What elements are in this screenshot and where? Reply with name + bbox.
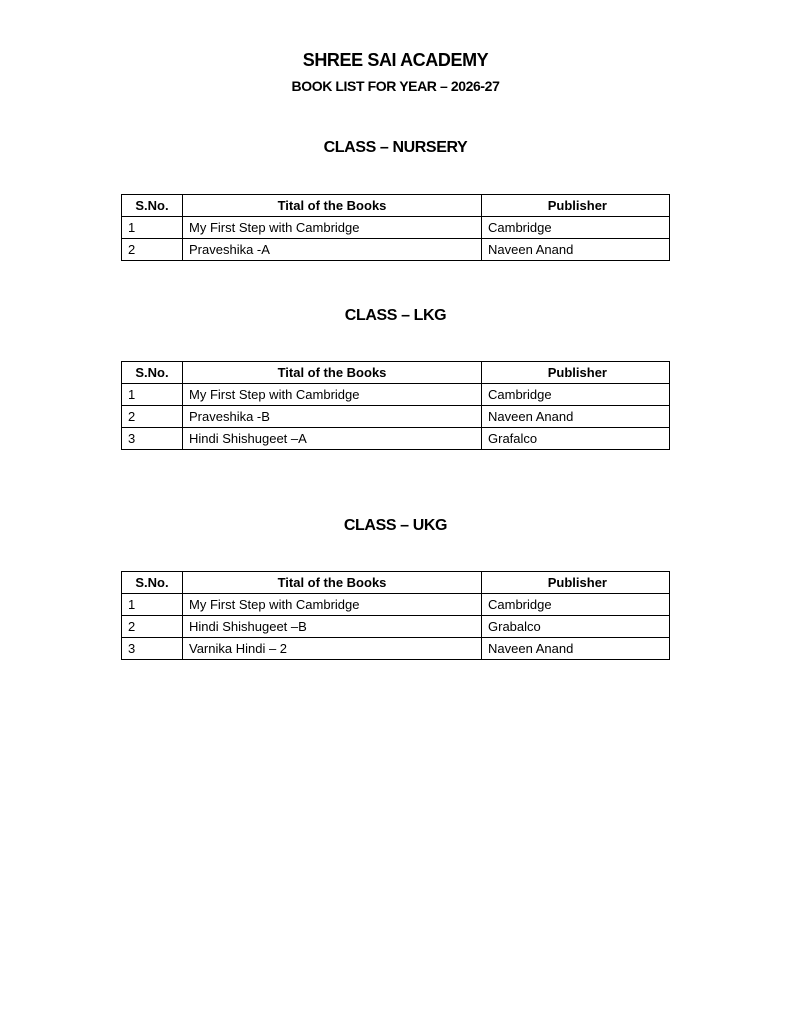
book-title-cell: Praveshika -A: [183, 239, 482, 261]
book-title-cell: My First Step with Cambridge: [183, 217, 482, 239]
table-row: [122, 616, 670, 638]
publisher-cell: Cambridge: [482, 384, 670, 406]
publisher-header: Publisher: [482, 195, 670, 217]
book-title-header: Tital of the Books: [183, 362, 482, 384]
publisher-cell: Grabalco: [482, 616, 670, 638]
sno-cell: 2: [122, 239, 183, 261]
book-title-cell: Hindi Shishugeet –A: [183, 428, 482, 450]
sno-cell: 1: [122, 217, 183, 239]
table-row: [122, 428, 670, 450]
publisher-cell: Cambridge: [482, 217, 670, 239]
publisher-cell: Naveen Anand: [482, 638, 670, 660]
publisher-cell: Cambridge: [482, 594, 670, 616]
book-table-nursery: [121, 194, 670, 261]
table-row: [122, 239, 670, 261]
book-title-header: Tital of the Books: [183, 195, 482, 217]
publisher-cell: Naveen Anand: [482, 239, 670, 261]
sno-cell: 2: [122, 616, 183, 638]
book-list-title: BOOK LIST FOR YEAR – 2026-27: [291, 78, 500, 94]
book-title-cell: Praveshika -B: [183, 406, 482, 428]
book-table-ukg: [121, 571, 670, 660]
table-row: [122, 217, 670, 239]
table-header-row: [122, 195, 670, 217]
sno-header: S.No.: [122, 362, 183, 384]
sno-header: S.No.: [122, 572, 183, 594]
book-title-header: Tital of the Books: [183, 572, 482, 594]
publisher-cell: Naveen Anand: [482, 406, 670, 428]
table-row: [122, 406, 670, 428]
sno-cell: 2: [122, 406, 183, 428]
book-title-cell: Hindi Shishugeet –B: [183, 616, 482, 638]
school-name: SHREE SAI ACADEMY: [302, 50, 489, 70]
book-table-lkg: [121, 361, 670, 450]
class-heading-ukg: CLASS – UKG: [343, 517, 448, 534]
class-heading-nursery: CLASS – NURSERY: [323, 139, 468, 156]
publisher-header: Publisher: [482, 362, 670, 384]
table-header-row: [122, 362, 670, 384]
sno-header: S.No.: [122, 195, 183, 217]
book-title-cell: My First Step with Cambridge: [183, 594, 482, 616]
table-row: [122, 638, 670, 660]
sno-cell: 1: [122, 594, 183, 616]
sno-cell: 3: [122, 428, 183, 450]
publisher-header: Publisher: [482, 572, 670, 594]
publisher-cell: Grafalco: [482, 428, 670, 450]
book-title-cell: My First Step with Cambridge: [183, 384, 482, 406]
table-row: [122, 594, 670, 616]
class-heading-lkg: CLASS – LKG: [344, 307, 447, 324]
book-title-cell: Varnika Hindi – 2: [183, 638, 482, 660]
sno-cell: 3: [122, 638, 183, 660]
table-header-row: [122, 572, 670, 594]
table-row: [122, 384, 670, 406]
sno-cell: 1: [122, 384, 183, 406]
